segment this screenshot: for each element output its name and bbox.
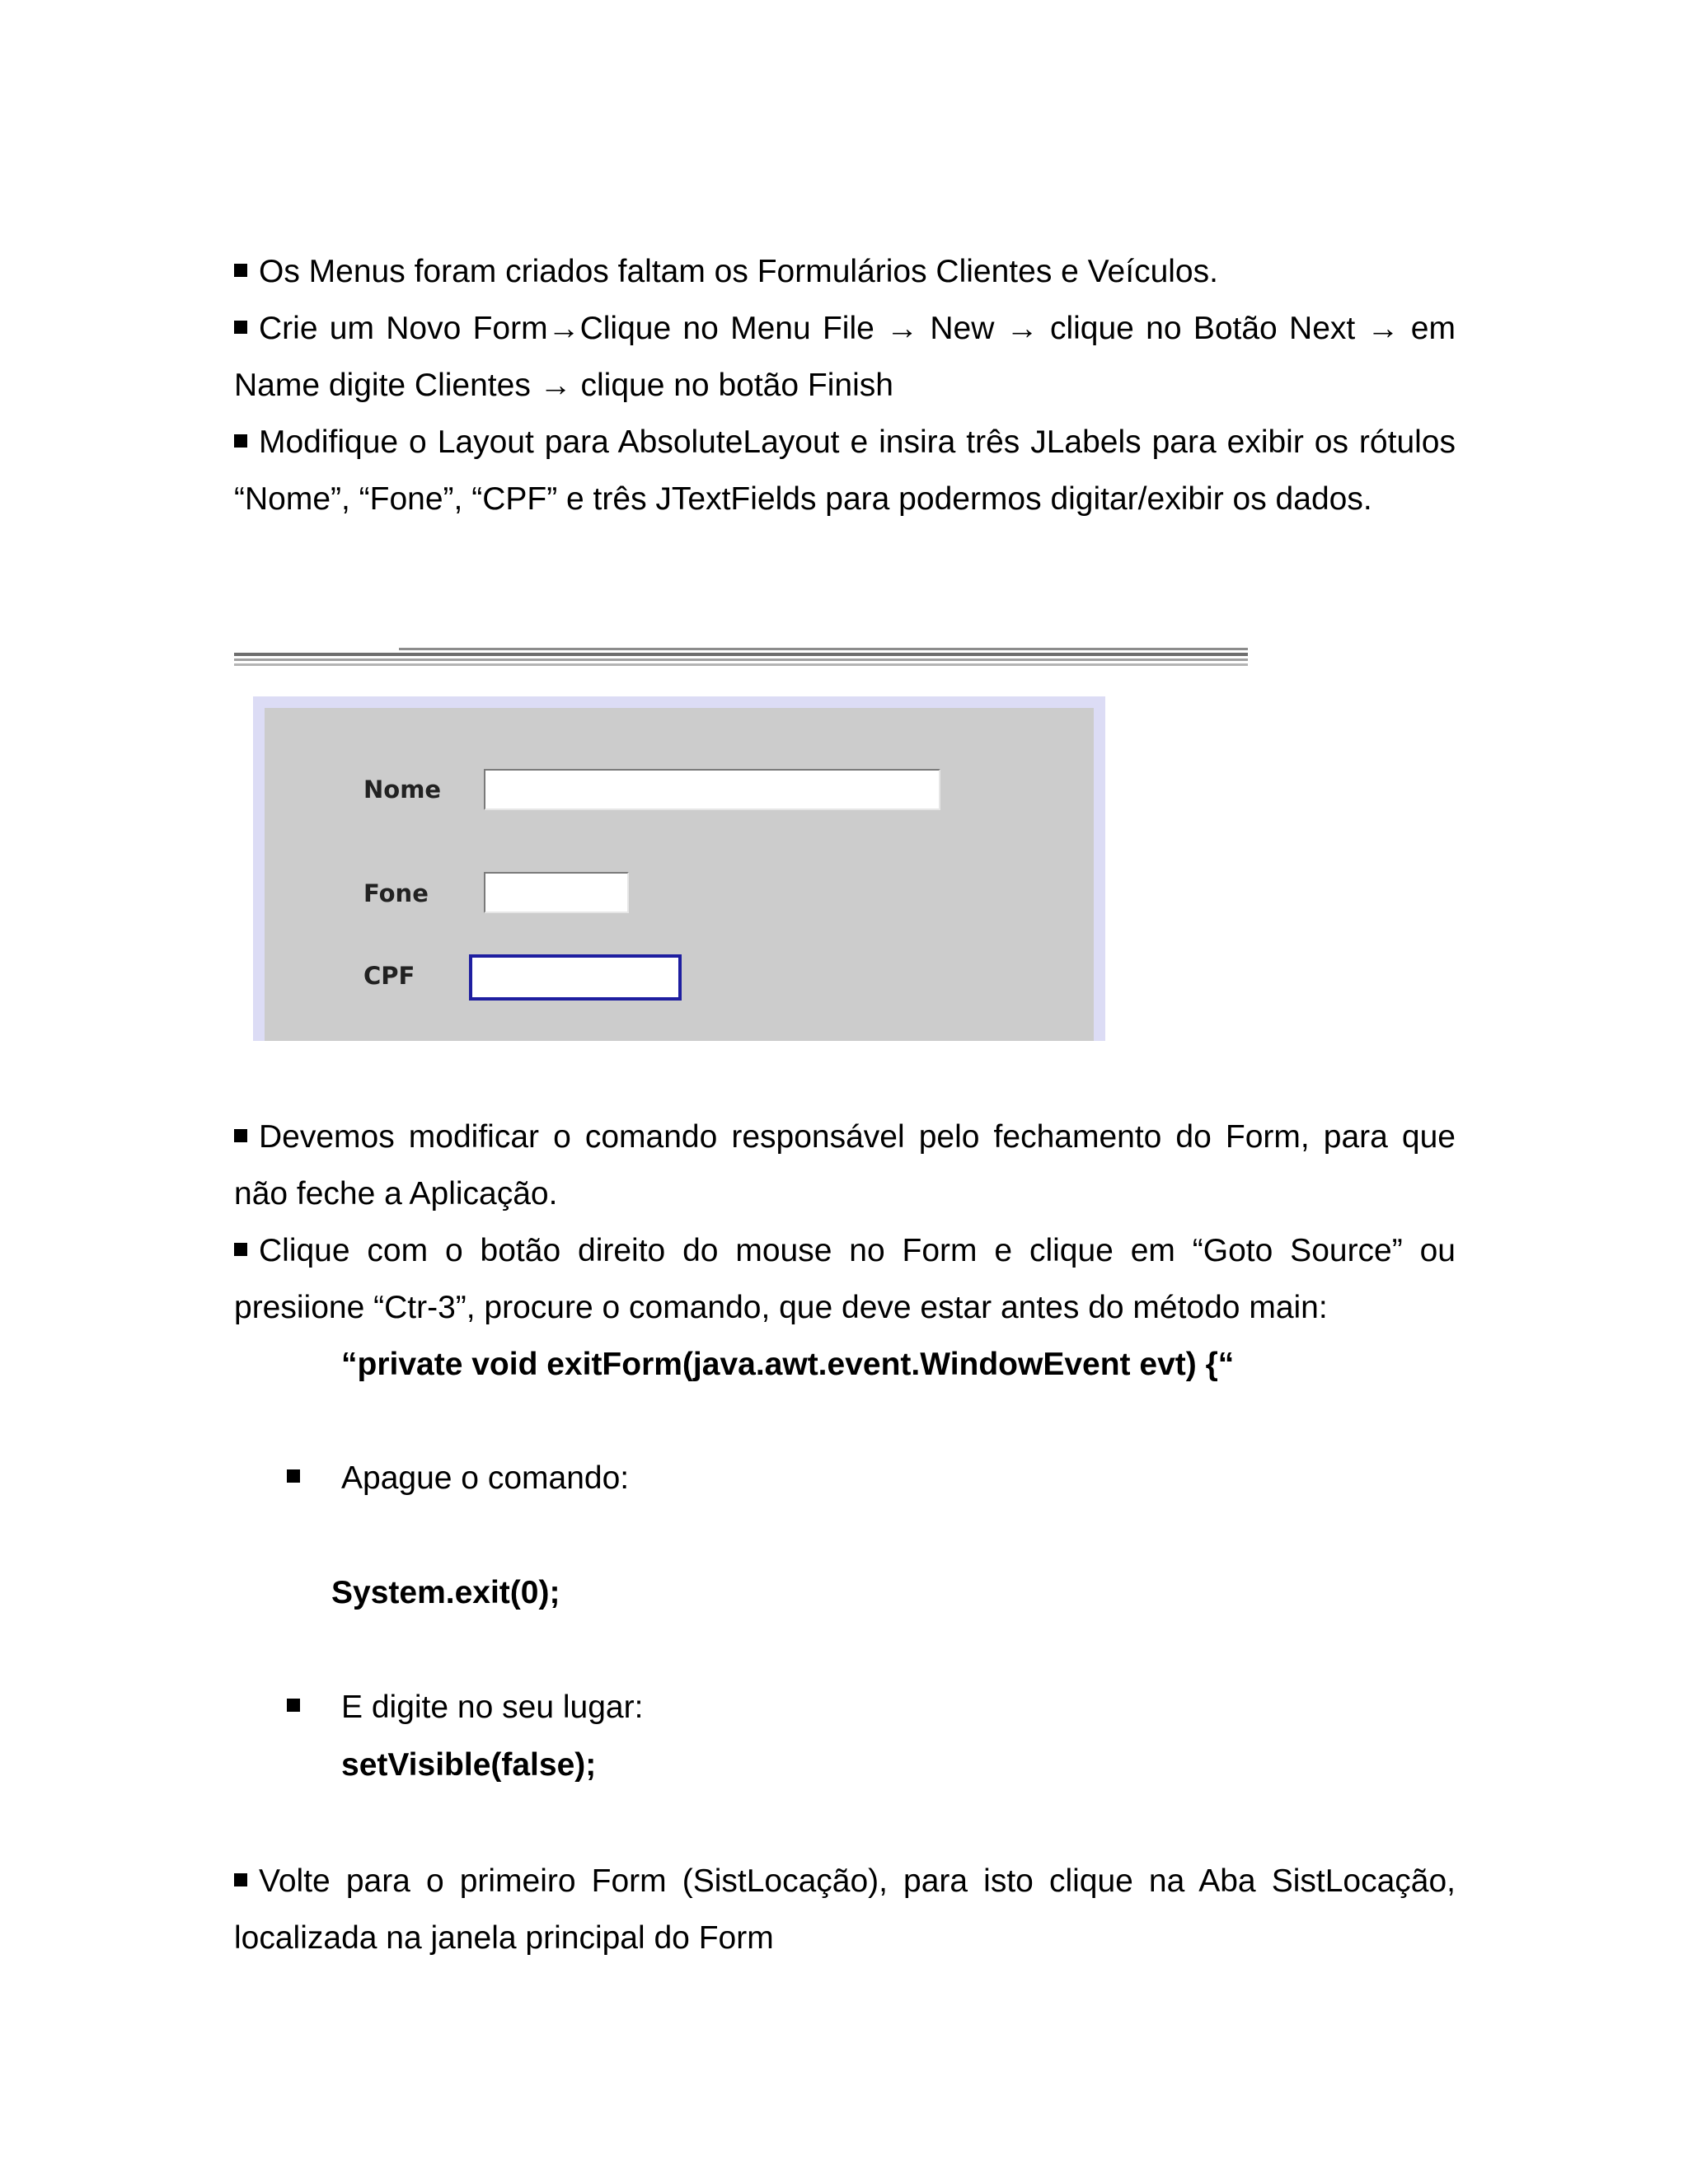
- fone-text-field[interactable]: [484, 872, 629, 913]
- exit-form-code: “private void exitForm(java.awt.event.WindowEvent evt) {“: [341, 1347, 1235, 1382]
- instruction-text: Crie um Novo Form→Clique no Menu File → New → clique no Botão Next → em Name digite Clientes → clique no botão Finish: [234, 311, 1456, 403]
- square-bullet-icon: [234, 264, 247, 277]
- instruction-text: Os Menus foram criados faltam os Formulários Clientes e Veículos.: [259, 254, 1218, 289]
- form-panel: [265, 708, 1094, 1041]
- window-title-divider: [234, 648, 1248, 669]
- cpf-label: CPF: [363, 962, 415, 990]
- cpf-text-field[interactable]: [469, 954, 682, 1001]
- nome-text-field[interactable]: [484, 769, 940, 810]
- square-bullet-icon: [234, 1243, 247, 1256]
- instruction-paragraph: [234, 300, 1456, 414]
- list-item: [341, 1450, 629, 1507]
- instruction-paragraph: [234, 243, 1456, 300]
- instruction-paragraph: [234, 1108, 1456, 1222]
- fone-label: Fone: [363, 879, 429, 907]
- instruction-paragraph: [234, 1853, 1456, 1966]
- list-item: [341, 1679, 643, 1736]
- intro-instructions: [234, 243, 1456, 527]
- instruction-text: Modifique o Layout para AbsoluteLayout e insira três JLabels para exibir os rótulos “Nome”, “Fone”, “CPF” e três JTextFields para podermos digitar/exibir os dados.: [234, 424, 1456, 517]
- delete-command-label: Apague o comando:: [341, 1460, 630, 1496]
- system-exit-code: System.exit(0);: [331, 1575, 560, 1610]
- square-bullet-icon: [234, 321, 247, 334]
- instruction-text: Volte para o primeiro Form (SistLocação), para isto clique na Aba SistLocação, localizada na janela principal do Form: [234, 1863, 1456, 1956]
- replace-command-label: E digite no seu lugar:: [341, 1690, 644, 1725]
- instruction-text: Devemos modificar o comando responsável pelo fechamento do Form, para que não feche a Aplicação.: [234, 1119, 1456, 1212]
- return-instructions: [234, 1853, 1456, 1966]
- square-bullet-icon: [234, 1873, 247, 1886]
- nome-label: Nome: [363, 776, 442, 804]
- close-behavior-instructions: [234, 1108, 1456, 1336]
- square-bullet-icon: [287, 1469, 300, 1483]
- clientes-form-screenshot: [253, 696, 1105, 1041]
- instruction-paragraph: [234, 1222, 1456, 1336]
- square-bullet-icon: [287, 1699, 300, 1712]
- instruction-paragraph: [234, 414, 1456, 527]
- instruction-text: Clique com o botão direito do mouse no Form e clique em “Goto Source” ou presiione “Ctr-3”, procure o comando, que deve estar antes do método main:: [234, 1233, 1456, 1325]
- square-bullet-icon: [234, 1129, 247, 1142]
- square-bullet-icon: [234, 434, 247, 448]
- set-visible-code: setVisible(false);: [341, 1747, 597, 1783]
